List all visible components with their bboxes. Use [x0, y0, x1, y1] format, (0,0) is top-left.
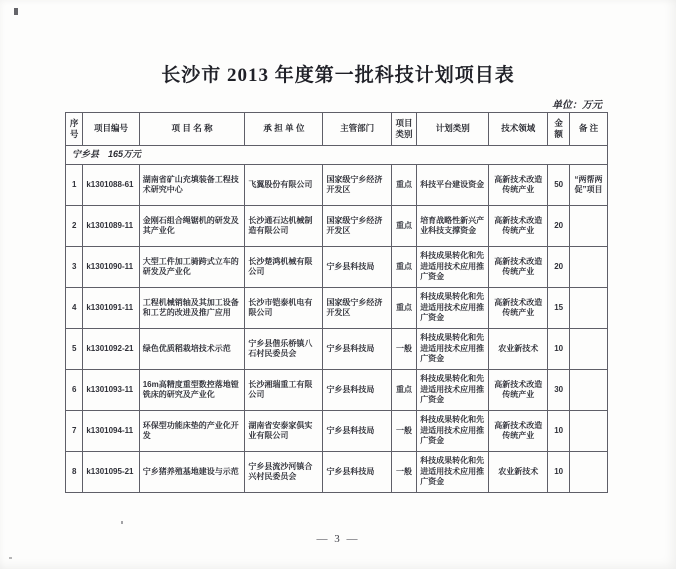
cell-department: 国家级宁乡经济开发区: [323, 165, 391, 206]
table-row: [66, 370, 608, 411]
cell-project-name: 工程机械销轴及其加工设备和工艺的改进及推广应用: [139, 288, 245, 329]
cell-project-name: 绿色优质稻栽培技术示范: [139, 329, 245, 370]
cell-plan-category: 科技成果转化和先进适用技术应用推广资金: [417, 247, 489, 288]
cell-undertaking-unit: 长沙楚鸿机械有限公司: [245, 247, 323, 288]
cell-department: 宁乡县科技局: [323, 247, 391, 288]
unit-note: 单位：万元: [552, 100, 602, 111]
cell-serial-no: 3: [66, 247, 83, 288]
cell-serial-no: 2: [66, 206, 83, 247]
cell-remark: [570, 247, 608, 288]
cell-serial-no: 6: [66, 370, 83, 411]
cell-project-category: 重点: [391, 247, 416, 288]
cell-plan-category: 科技成果转化和先进适用技术应用推广资金: [417, 411, 489, 452]
cell-remark: “两帮两促”项目: [570, 165, 608, 206]
table-row: [66, 206, 608, 247]
table-row: [66, 247, 608, 288]
cell-plan-category: 培育战略性新兴产业科技支撑资金: [417, 206, 489, 247]
table-header-row: [66, 113, 608, 146]
cell-project-code: k1301088-61: [83, 165, 139, 206]
cell-remark: [570, 370, 608, 411]
cell-tech-field: 高新技术改造传统产业: [489, 370, 548, 411]
document-title: 长沙市 2013 年度第一批科技计划项目表: [161, 65, 515, 86]
cell-serial-no: 1: [66, 165, 83, 206]
cell-project-name: 大型工件加工骑跨式立车的研发及产业化: [139, 247, 245, 288]
table-row: [66, 411, 608, 452]
cell-project-name: 环保型功能床垫的产业化开发: [139, 411, 245, 452]
cell-remark: [570, 329, 608, 370]
cell-amount: 20: [548, 206, 570, 247]
group-row-ningxiang: [66, 146, 608, 165]
cell-tech-field: 高新技术改造传统产业: [489, 411, 548, 452]
cell-amount: 10: [548, 329, 570, 370]
scan-artifact: [9, 557, 12, 559]
cell-project-name: 宁乡猪养殖基地建设与示范: [139, 452, 245, 493]
cell-project-category: 一般: [391, 452, 416, 493]
cell-amount: 30: [548, 370, 570, 411]
cell-remark: [570, 452, 608, 493]
cell-project-category: 一般: [391, 411, 416, 452]
cell-amount: 20: [548, 247, 570, 288]
cell-undertaking-unit: 长沙湘瑞重工有限公司: [245, 370, 323, 411]
cell-undertaking-unit: 长沙市铠泰机电有限公司: [245, 288, 323, 329]
cell-amount: 10: [548, 452, 570, 493]
cell-project-name: 湖南省矿山充填装备工程技术研究中心: [139, 165, 245, 206]
cell-undertaking-unit: 飞翼股份有限公司: [245, 165, 323, 206]
cell-department: 宁乡县科技局: [323, 411, 391, 452]
cell-serial-no: 4: [66, 288, 83, 329]
cell-department: 宁乡县科技局: [323, 370, 391, 411]
cell-tech-field: 高新技术改造传统产业: [489, 288, 548, 329]
cell-serial-no: 7: [66, 411, 83, 452]
cell-project-code: k1301092-21: [83, 329, 139, 370]
cell-department: 宁乡县科技局: [323, 329, 391, 370]
cell-undertaking-unit: 宁乡县偕乐桥镇八石村民委员会: [245, 329, 323, 370]
group-row-label: 宁乡县 165万元: [66, 146, 608, 165]
cell-project-category: 重点: [391, 206, 416, 247]
cell-remark: [570, 206, 608, 247]
column-header: 项目编号: [83, 113, 139, 146]
cell-plan-category: 科技成果转化和先进适用技术应用推广资金: [417, 370, 489, 411]
cell-tech-field: 高新技术改造传统产业: [489, 247, 548, 288]
column-header: 计划类别: [417, 113, 489, 146]
cell-project-code: k1301090-11: [83, 247, 139, 288]
cell-tech-field: 高新技术改造传统产业: [489, 165, 548, 206]
table-row: [66, 165, 608, 206]
column-header: 金额: [548, 113, 570, 146]
cell-project-code: k1301093-11: [83, 370, 139, 411]
cell-project-code: k1301091-11: [83, 288, 139, 329]
cell-project-category: 重点: [391, 370, 416, 411]
cell-plan-category: 科技成果转化和先进适用技术应用推广资金: [417, 288, 489, 329]
table-row: [66, 288, 608, 329]
cell-undertaking-unit: 长沙通石达机械制造有限公司: [245, 206, 323, 247]
project-table: [65, 112, 608, 493]
cell-project-code: k1301094-11: [83, 411, 139, 452]
cell-remark: [570, 288, 608, 329]
cell-project-code: k1301089-11: [83, 206, 139, 247]
table-row: [66, 329, 608, 370]
cell-remark: [570, 411, 608, 452]
cell-project-name: 金刚石组合绳锯机的研发及其产业化: [139, 206, 245, 247]
cell-department: 宁乡县科技局: [323, 452, 391, 493]
column-header: 项目类别: [391, 113, 416, 146]
column-header: 承 担 单 位: [245, 113, 323, 146]
cell-plan-category: 科技成果转化和先进适用技术应用推广资金: [417, 452, 489, 493]
cell-project-name: 16m高精度重型数控落地镗铣床的研究及产业化: [139, 370, 245, 411]
table-row: [66, 452, 608, 493]
cell-serial-no: 5: [66, 329, 83, 370]
cell-department: 国家级宁乡经济开发区: [323, 288, 391, 329]
cell-plan-category: 科技成果转化和先进适用技术应用推广资金: [417, 329, 489, 370]
cell-project-code: k1301095-21: [83, 452, 139, 493]
cell-tech-field: 农业新技术: [489, 452, 548, 493]
scan-artifact: [14, 8, 18, 15]
column-header: 序号: [66, 113, 83, 146]
page-number: — 3 —: [316, 533, 360, 545]
cell-project-category: 重点: [391, 165, 416, 206]
scan-artifact: [121, 521, 123, 524]
column-header: 主管部门: [323, 113, 391, 146]
cell-project-category: 重点: [391, 288, 416, 329]
cell-tech-field: 高新技术改造传统产业: [489, 206, 548, 247]
cell-amount: 50: [548, 165, 570, 206]
column-header: 备 注: [570, 113, 608, 146]
cell-undertaking-unit: 湖南省安泰家俱实业有限公司: [245, 411, 323, 452]
cell-amount: 15: [548, 288, 570, 329]
column-header: 技术领域: [489, 113, 548, 146]
cell-undertaking-unit: 宁乡县流沙河镇合兴村民委员会: [245, 452, 323, 493]
column-header: 项 目 名 称: [139, 113, 245, 146]
cell-tech-field: 农业新技术: [489, 329, 548, 370]
cell-department: 国家级宁乡经济开发区: [323, 206, 391, 247]
cell-amount: 10: [548, 411, 570, 452]
cell-plan-category: 科技平台建设资金: [417, 165, 489, 206]
cell-project-category: 一般: [391, 329, 416, 370]
cell-serial-no: 8: [66, 452, 83, 493]
